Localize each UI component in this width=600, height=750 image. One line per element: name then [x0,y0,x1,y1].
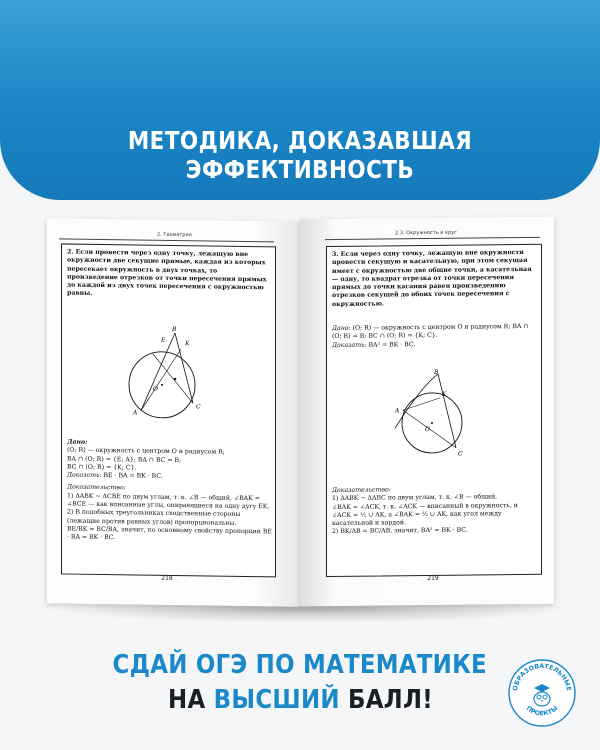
cta-line-1-text: СДАЙ ОГЭ ПО МАТЕМАТИКЕ [112,650,488,680]
right-figure [390,367,500,473]
right-proof-line: ∠BAK = ∠ACK, т. к. ∠ACK — вписанный в окружность, и ∠ACK = ½ ∪ AK, а ∠BAK = ½ ∪ AK, как угол между касательной и хордой. [332,501,518,528]
left-label-c: C [196,403,201,411]
left-label-b: B [172,325,177,334]
right-page [300,217,554,607]
right-running-head: 2.3. Окружность и круг [395,229,457,237]
logo-top-text: ОБРАЗОВАТЕЛЬНЫЕ [512,662,572,692]
right-proof-line: 1) ΔABK ~ ΔABC по двум углам, т. к. ∠B — общий, [332,493,498,503]
right-given-label: Дано: [332,324,351,332]
cta-line-2-suffix: БАЛЛ! [339,685,433,715]
left-label-a: A [133,409,138,417]
headline: МЕТОДИКА, ДОКАЗАВШАЯ ЭФФЕКТИВНОСТЬ [127,126,473,184]
left-proof-line: 1) ΔABK ~ ΔCBE по двум углам, т. к. ∠B — общий, ∠BAK = ∠BCE — как вписанные углы, опирающиеся на одну дугу EK. [67,492,270,511]
publisher-logo [507,658,577,728]
cta-line-2-accent: ВЫСШИЙ [213,685,340,715]
right-prove-label: Доказать: [332,341,367,349]
right-proof-line: 2) BK/AB = BC/AB, значит, BA² = BK · BC. [332,527,468,536]
right-proof-label: Доказательство: [332,486,391,494]
left-proof-label: Доказательство: [67,483,126,492]
right-label-k: K [442,390,447,398]
right-page-number: 219 [427,574,439,582]
right-label-c: C [458,450,463,458]
right-given-line: (O; R) — окружность с центром O и радиусом R; BA ∩ (O; R) = B; BC ∩ (O; R) = {K; C}. [332,322,529,341]
logo-bottom-text: ПРОЕКТЫ [524,704,560,718]
left-figure [117,324,232,436]
left-proof-line: BE/BK = BC/BA, значит, по основному свойству пропорции BE · BA = BK · BC. [67,525,272,542]
cta-line-2-prefix: НА [167,685,214,715]
left-prove: BE · BA = BK · BC. [103,472,163,481]
left-given-block [67,439,272,545]
left-label-o: O [153,385,158,393]
left-statement: 2. Если провести через одну точку, лежащую вне окружности две секущие прямые, каждая из которых пересекает окружность в двух точках, то произведение отрезков от точки пересечения прямых до каждой из двух точек пересечения с окружностью равны. [67,248,267,298]
left-given-line: (O; R) — окружность с центром O и радиусом R; [67,446,225,457]
right-head-rule [325,237,540,240]
right-given-block [332,323,536,350]
left-given-line: BC ∩ (O; R) = {K; C}. [67,463,137,472]
right-label-o: O [425,425,430,434]
right-prove: BA² = BK · BC. [368,340,416,349]
right-statement: 3. Если через одну точку, лежащую вне окружности провести секущую и касательную, при этом секущая имеет с окружностью две общие точки, а касательная — одну, то квадрат отрезка от точки пересечения прямых до точки касания равен произведению отрезков секущей до обоих точек пересечения с окружностью. [332,248,532,308]
right-label-b: B [434,368,439,376]
left-given-line: BA ∩ (O; R) = {E; A}; BA ∩ BC = B; [67,455,182,464]
left-page-number: 218 [161,574,173,582]
right-label-a: A [395,407,400,415]
left-running-head: 2. Геометрия [157,231,192,239]
left-given-label: Дано: [67,438,88,446]
left-prove-label: Доказать: [67,471,102,480]
left-label-k: K [185,340,190,348]
left-proof-line: 2) В подобных треугольниках сходственные стороны (лежащие против равных углов) пропорциональны. [67,508,241,527]
left-page [47,218,300,607]
left-head-rule [59,238,274,242]
left-label-e: E [161,336,166,344]
right-proof-block [332,485,536,537]
